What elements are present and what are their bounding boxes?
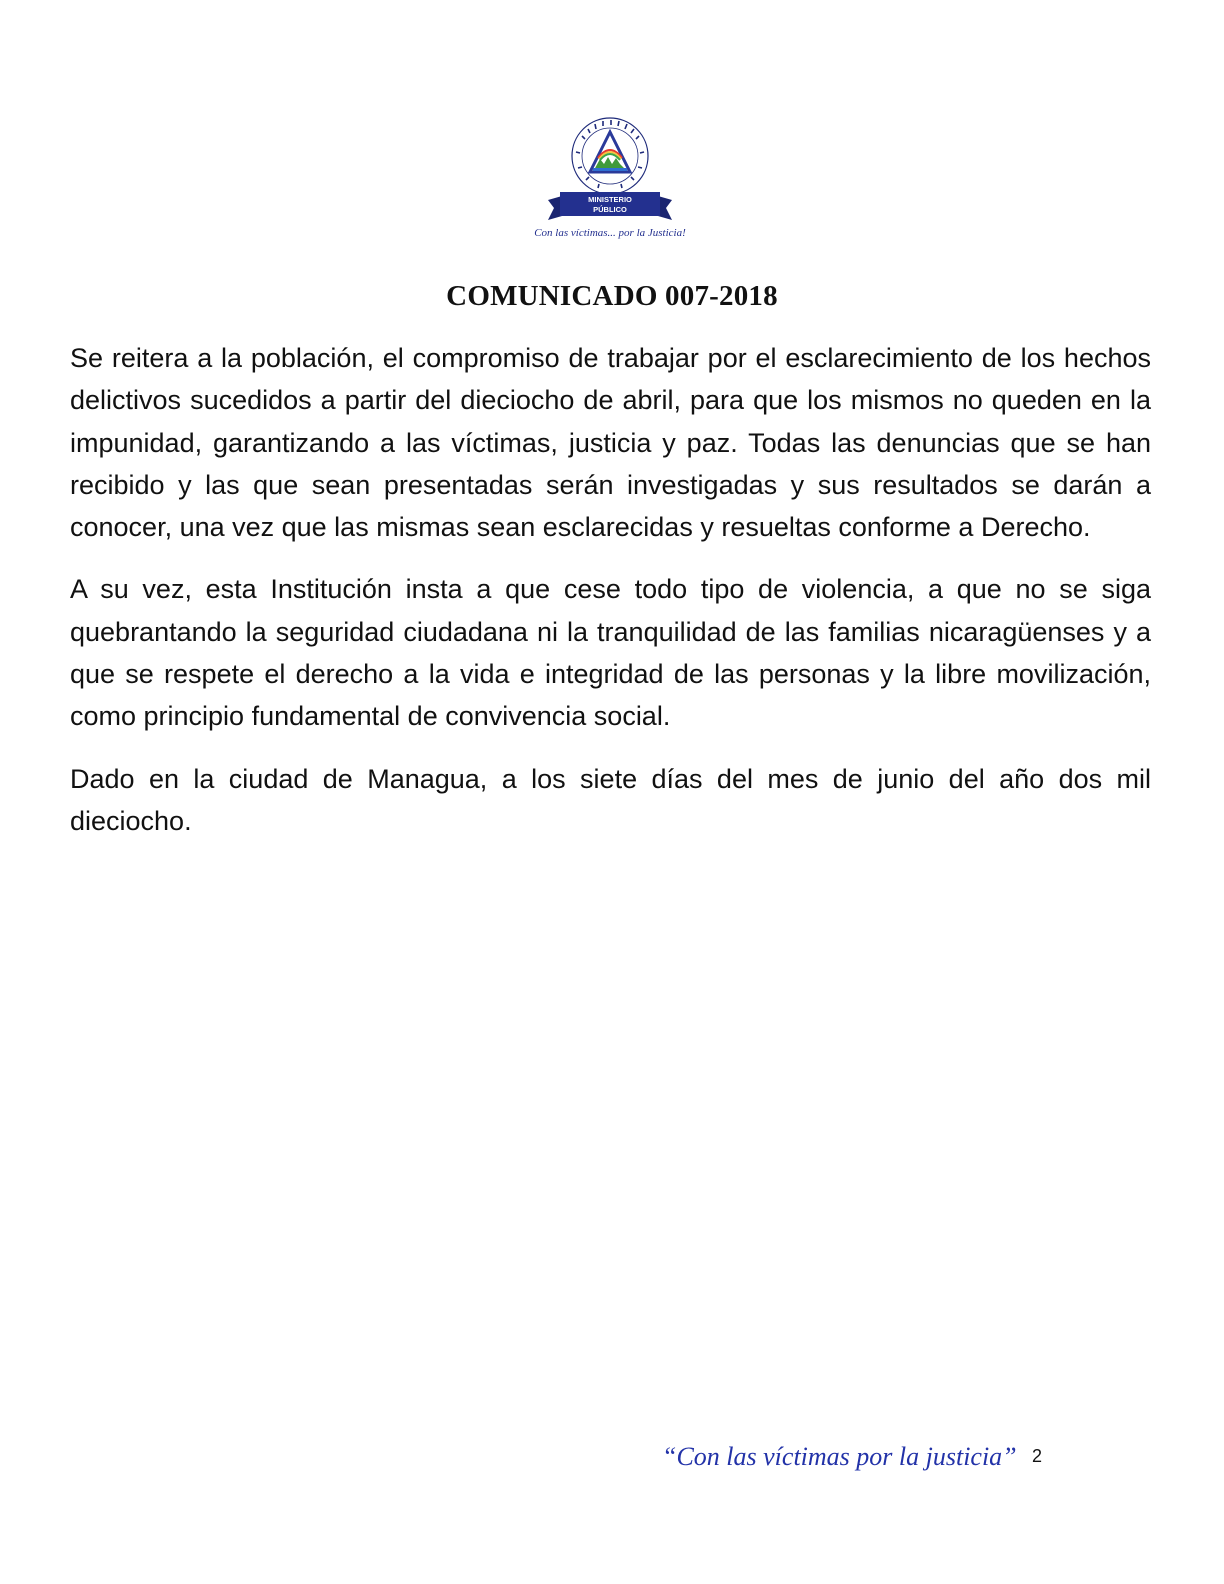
paragraph-3: Dado en la ciudad de Managua, a los siete días del mes de junio del año dos mil dieciocho. bbox=[70, 763, 1151, 836]
document-body bbox=[70, 337, 1151, 862]
logo-motto: Con las víctimas... por la Justicia! bbox=[534, 227, 686, 239]
document-title: COMUNICADO 007-2018 bbox=[446, 280, 778, 312]
ribbon-line-1: MINISTERIO bbox=[588, 195, 632, 204]
paragraph-2: A su vez, esta Institución insta a que cese todo tipo de violencia, a que no se siga quebrantando la seguridad ciudadana ni la tranquilidad de las familias nicaragüenses y a que se respete el derecho a la vida e integridad de las personas y la libre movilización, como principio fundamental de convivencia social. bbox=[70, 574, 1151, 732]
page-footer bbox=[640, 1442, 1060, 1476]
ribbon-line-2: PÚBLICO bbox=[593, 205, 627, 214]
footer-quote: “Con las víctimas por la justicia” bbox=[662, 1442, 1017, 1471]
paragraph-1: Se reitera a la población, el compromiso de trabajar por el esclarecimiento de los hechos delictivos sucedidos a partir del dieciocho de abril, para que los mismos no queden en la impunidad, garantizando a las víctimas, justicia y paz. Todas las denuncias que se han recibido y las que sean presentadas serán investigadas y sus resultados se darán a conocer, una vez que las mismas sean esclarecidas y resueltas conforme a Derecho. bbox=[70, 343, 1151, 543]
page-number: 2 bbox=[1032, 1446, 1043, 1466]
ministerio-publico-logo bbox=[520, 112, 700, 244]
